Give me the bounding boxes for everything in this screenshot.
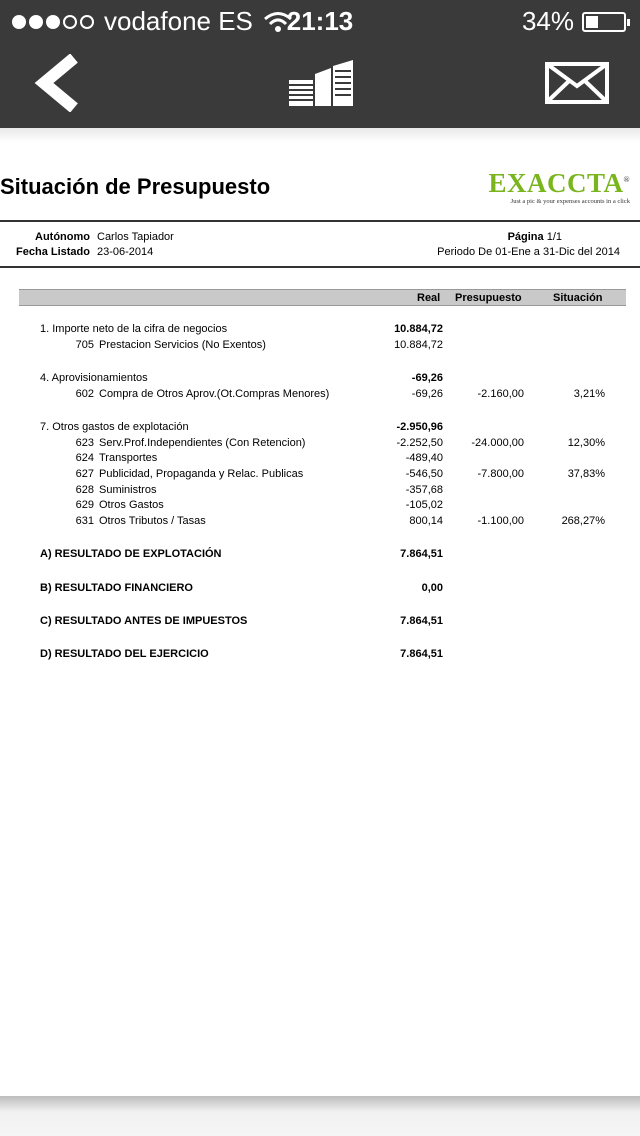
row-situacion: 3,21%: [573, 388, 605, 400]
row-real: -2.950,96: [396, 421, 443, 433]
logo-registered-mark: ®: [623, 175, 630, 184]
row-label: B) RESULTADO FINANCIERO: [40, 582, 193, 594]
row-code: 629: [75, 499, 94, 511]
row-real: 10.884,72: [394, 339, 443, 351]
fecha-label: Fecha Listado: [16, 246, 90, 258]
exaccta-logo: [489, 166, 631, 205]
row-real: 10.884,72: [394, 323, 443, 335]
row-label: D) RESULTADO DEL EJERCICIO: [40, 648, 209, 660]
row-code: 631: [75, 515, 94, 527]
battery-icon: [582, 12, 626, 32]
report-title: Situación de Presupuesto: [0, 174, 271, 199]
row-label: Otros Tributos / Tasas: [99, 515, 206, 527]
top-bar: [0, 0, 640, 128]
mail-icon: [545, 62, 609, 104]
bottom-shadow-bar: [0, 1096, 640, 1136]
carrier-label: vodafone ES: [104, 6, 253, 36]
row-real: -357,68: [405, 484, 443, 496]
row-label: Prestacion Servicios (No Exentos): [99, 339, 266, 351]
result-row: [0, 548, 640, 564]
group-row: [0, 323, 640, 339]
logo-tagline: Just a pic & your expenses accounts in a click: [510, 198, 630, 205]
periodo-text: Periodo De 01-Ene a 31-Dic del 2014: [437, 246, 620, 258]
table-row: [0, 339, 640, 355]
row-real: 800,14: [409, 515, 443, 527]
row-situacion: 12,30%: [567, 437, 605, 449]
table-row: [0, 468, 640, 484]
row-label: Compra de Otros Aprov.(Ot.Compras Menores): [99, 388, 330, 400]
col-real: Real: [417, 292, 441, 304]
document-top-shadow: [0, 128, 640, 142]
row-real: -2.252,50: [396, 437, 443, 449]
row-real: 0,00: [421, 582, 443, 594]
row-code: 627: [75, 468, 94, 480]
row-real: -105,02: [405, 499, 443, 511]
row-presupuesto: -1.100,00: [477, 515, 524, 527]
logo-brand-text: EXACCTA: [488, 168, 624, 198]
pagina-label: Página: [507, 231, 544, 243]
row-real: -546,50: [405, 468, 443, 480]
result-row: [0, 582, 640, 598]
row-label: Otros Gastos: [99, 499, 164, 511]
row-label: 4. Aprovisionamientos: [40, 372, 148, 384]
table-row: [0, 452, 640, 468]
pagina-value: 1/1: [546, 231, 562, 243]
row-real: -69,26: [411, 372, 443, 384]
row-code: 628: [75, 484, 94, 496]
row-label: 7. Otros gastos de explotación: [40, 421, 189, 433]
meta-divider: [0, 266, 640, 268]
battery-percentage: 34%: [521, 6, 574, 36]
email-button[interactable]: [545, 62, 609, 109]
row-label: Serv.Prof.Independientes (Con Retencion): [99, 437, 306, 449]
col-situacion: Situación: [553, 292, 603, 304]
buildings-icon: [289, 60, 355, 108]
row-label: 1. Importe neto de la cifra de negocios: [40, 323, 228, 335]
autonomo-value: Carlos Tapiador: [97, 231, 174, 243]
chevron-left-icon: [30, 54, 86, 112]
status-time: 21:13: [286, 6, 354, 36]
col-presupuesto: Presupuesto: [455, 292, 522, 304]
row-real: 7.864,51: [400, 615, 443, 627]
row-label: Suministros: [99, 484, 157, 496]
group-row: [0, 421, 640, 437]
row-presupuesto: -24.000,00: [471, 437, 524, 449]
result-row: [0, 648, 640, 664]
row-code: 602: [75, 388, 94, 400]
row-label: C) RESULTADO ANTES DE IMPUESTOS: [40, 615, 248, 627]
table-row: [0, 484, 640, 500]
status-bar: [0, 0, 640, 40]
row-presupuesto: -7.800,00: [477, 468, 524, 480]
back-button[interactable]: [30, 54, 86, 117]
row-real: -69,26: [411, 388, 443, 400]
table-header: [19, 289, 626, 306]
table-row: [0, 499, 640, 515]
autonomo-label: Autónomo: [35, 231, 90, 243]
row-label: Publicidad, Propaganda y Relac. Publicas: [99, 468, 304, 480]
table-row: [0, 388, 640, 404]
row-situacion: 268,27%: [561, 515, 605, 527]
fecha-value: 23-06-2014: [97, 246, 154, 258]
companies-button[interactable]: [289, 60, 355, 113]
group-row: [0, 372, 640, 388]
row-label: A) RESULTADO DE EXPLOTACIÓN: [40, 548, 222, 560]
row-code: 623: [75, 437, 94, 449]
row-presupuesto: -2.160,00: [477, 388, 524, 400]
table-row: [0, 515, 640, 531]
pagina-info: [508, 231, 562, 243]
row-code: 624: [75, 452, 94, 464]
row-real: 7.864,51: [400, 548, 443, 560]
header-divider: [0, 220, 640, 222]
row-situacion: 37,83%: [567, 468, 605, 480]
row-real: 7.864,51: [400, 648, 443, 660]
row-label: Transportes: [99, 452, 158, 464]
row-code: 705: [75, 339, 94, 351]
row-real: -489,40: [405, 452, 443, 464]
table-row: [0, 437, 640, 453]
result-row: [0, 615, 640, 631]
